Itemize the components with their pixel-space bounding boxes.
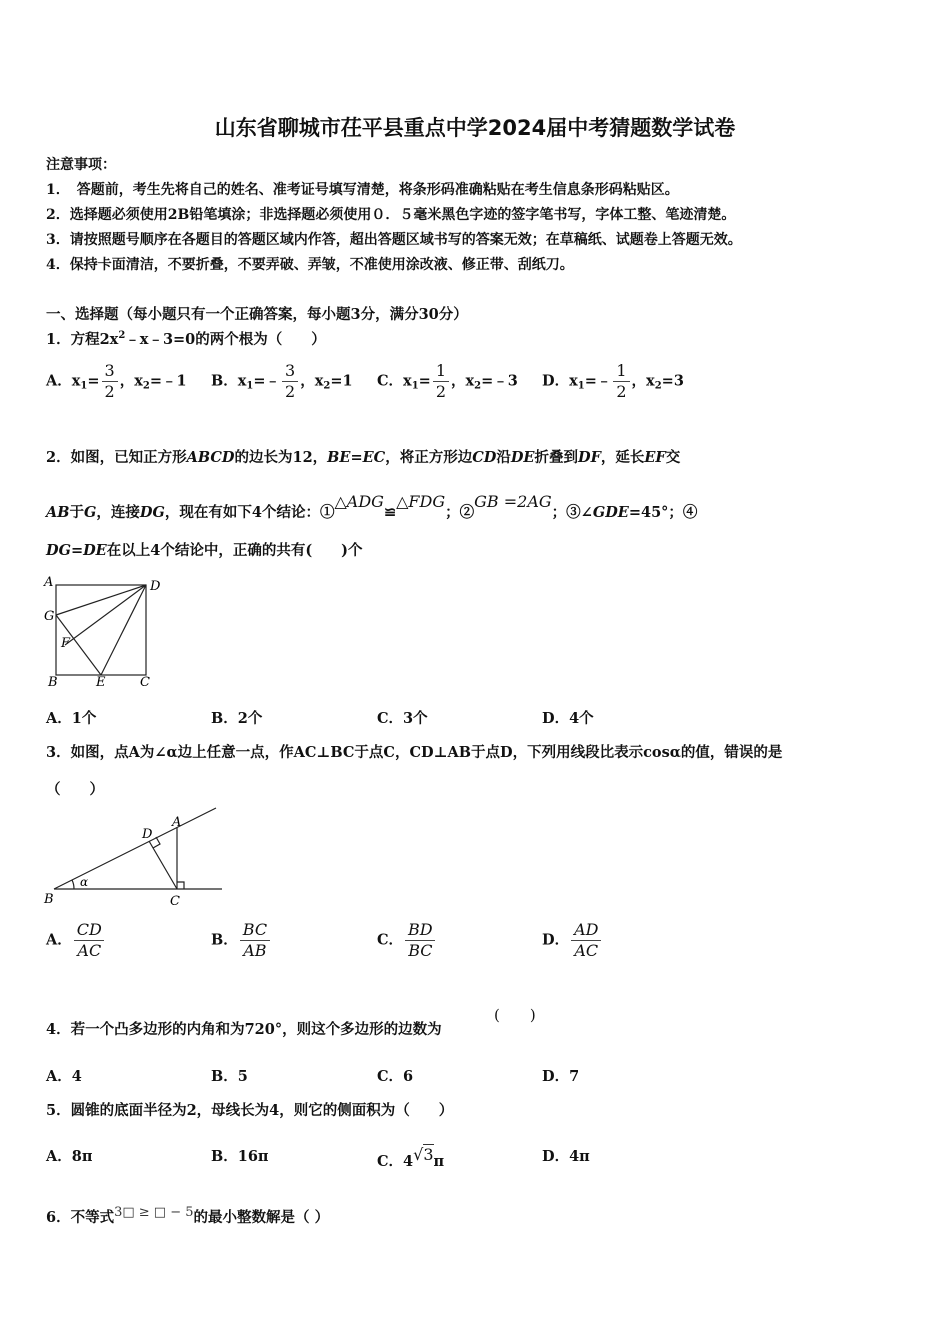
ray-ba — [54, 808, 216, 889]
q3-angle-figure — [40, 800, 230, 910]
q1-option-b[interactable]: B．$x_1=﹣$ $\frac{3}{2}$ ，$x_2=1$ — [211, 361, 353, 401]
label-a: A — [172, 815, 182, 830]
label-c: C — [170, 894, 180, 909]
label-a: A — [44, 575, 54, 590]
q3-option-d[interactable]: D． $\frac{AD}{AC}$ — [542, 920, 603, 961]
label-b: B — [48, 675, 58, 690]
q5-stem: 5．圆锥的底面半径为2，母线长为4，则它的侧面积为（ ） — [46, 1102, 454, 1119]
label-e: E — [96, 675, 106, 690]
notice-item-2: 2．选择题必须使用2B铅笔填涂；非选择题必须使用０．５毫米黑色字迹的签字笔书写，字体工整、笔迹清楚。 — [46, 207, 736, 223]
q6-stem: 6．不等式3□ ≥ □ − 5的最小整数解是（ ） — [46, 1205, 330, 1226]
q3-option-c[interactable]: C． $\frac{BD}{BC}$ — [377, 920, 438, 961]
section-heading: 一、选择题（每小题只有一个正确答案，每小题3分，满分30分） — [46, 306, 468, 323]
label-c: C — [140, 675, 150, 690]
segment-dg — [56, 585, 146, 615]
notice-item-4: 4．保持卡面清洁，不要折叠，不要弄破、弄皱，不准使用涂改液、修正带、刮纸刀。 — [46, 257, 574, 273]
q2-option-c[interactable]: C．3个 — [377, 710, 428, 727]
q2-option-d[interactable]: D．4个 — [542, 710, 594, 727]
q3-option-a[interactable]: A． $\frac{CD}{AC}$ — [46, 920, 107, 961]
notice-item-3: 3．请按照题号顺序在各题目的答题区域内作答，超出答题区域书写的答案无效；在草稿纸、试题卷上答题无效。 — [46, 232, 742, 248]
segment-df — [65, 585, 146, 645]
q2-option-b[interactable]: B．2个 — [211, 710, 263, 727]
page-title: 山东省聊城市茌平县重点中学2024届中考猜题数学试卷 — [214, 116, 736, 140]
q5-option-b[interactable]: B．16π — [211, 1148, 269, 1165]
q1-option-c[interactable]: C．$x_1=$ $\frac{1}{2}$ ，$x_2=﹣3$ — [377, 361, 518, 401]
q2-square-figure — [40, 572, 170, 692]
notice-item-1: 1． 答题前，考生先将自己的姓名、准考证号填写清楚，将条形码准确粘贴在考生信息条形码粘贴区。 — [46, 182, 679, 198]
label-b: B — [44, 892, 54, 907]
q1-stem: 1．方程$2x^2﹣x﹣3=0$的两个根为（ ） — [46, 330, 326, 348]
q5-option-d[interactable]: D．4π — [542, 1148, 590, 1165]
notice-heading: 注意事项： — [46, 157, 116, 173]
q5-option-a[interactable]: A．8π — [46, 1148, 93, 1165]
q2-option-a[interactable]: A．1个 — [46, 710, 97, 727]
label-alpha: α — [80, 875, 89, 889]
segment-de — [101, 585, 146, 675]
q2-line-1: 2．如图，已知正方形ABCD的边长为12，BE=EC，将正方形边CD沿DE折叠到DF，延长EF交 — [46, 449, 681, 466]
label-g: G — [44, 609, 55, 624]
q2-line-2: AB于G，连接DG，现在有如下4个结论：①△ADG≌△FDG；②GB =2AG；③∠GDE=45°；④ — [46, 492, 698, 521]
q5-option-c[interactable]: C．4√3π — [377, 1145, 445, 1170]
label-d: D — [150, 579, 161, 594]
q2-line-3: DG=DE在以上4个结论中，正确的共有( )个 — [46, 542, 363, 559]
q4-option-b[interactable]: B．5 — [211, 1068, 248, 1085]
q3-line-1: 3．如图，点A为∠α边上任意一点，作AC⊥BC于点C，CD⊥AB于点D，下列用线段比表示cosα的值，错误的是 — [46, 744, 783, 761]
q4-stem: 4．若一个凸多边形的内角和为720°，则这个多边形的边数为 — [46, 1021, 442, 1038]
angle-arc-alpha — [72, 880, 74, 889]
q6-inequality: 3□ ≥ □ − 5 — [114, 1205, 194, 1220]
square-abcd — [56, 585, 146, 675]
sqrt-icon: √ — [413, 1145, 424, 1164]
q4-option-a[interactable]: A．4 — [46, 1068, 82, 1085]
q4-option-d[interactable]: D．7 — [542, 1068, 580, 1085]
right-angle-c — [177, 882, 184, 889]
q3-line-2: （ ） — [46, 781, 104, 798]
label-d: D — [142, 827, 153, 842]
q3-option-b[interactable]: B． $\frac{BC}{AB}$ — [211, 920, 272, 961]
q4-answer-paren: ( ) — [494, 1006, 536, 1024]
q4-option-c[interactable]: C．6 — [377, 1068, 414, 1085]
label-f: F — [61, 636, 71, 651]
q1-option-a[interactable]: A．$x_1=$ $\frac{3}{2}$ ，$x_2=﹣1$ — [46, 361, 187, 401]
q1-option-d[interactable]: D．$x_1=﹣$ $\frac{1}{2}$ ，$x_2=3$ — [542, 361, 684, 401]
